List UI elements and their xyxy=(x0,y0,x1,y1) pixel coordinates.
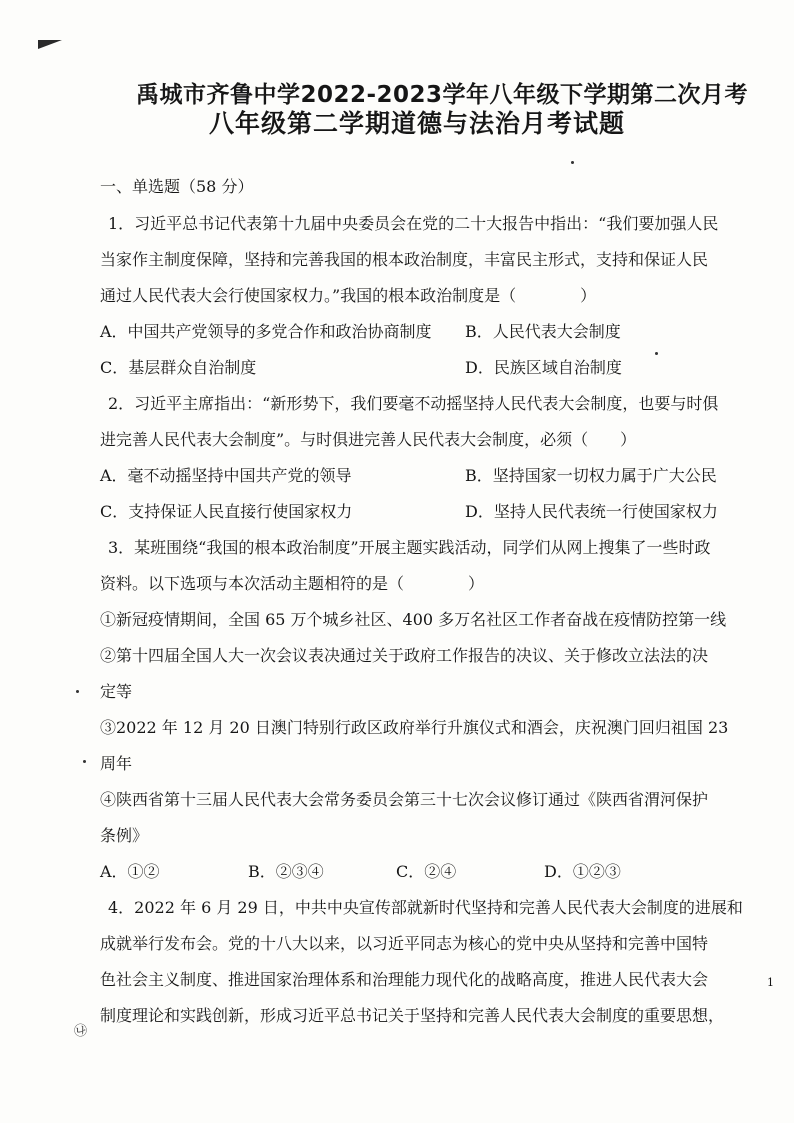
question-1-options-row-1 xyxy=(100,314,760,350)
question-1-options-row-2 xyxy=(100,350,760,386)
question-1-line-1: 1．习近平总书记代表第十九届中央委员会在党的二十大报告中指出：“我们要加强人民 xyxy=(108,214,719,233)
question-2-line-1: 2．习近平主席指出：“新形势下，我们要毫不动摇坚持人民代表大会制度，也要与时俱 xyxy=(108,394,719,413)
question-4-line-2: 成就举行发布会。党的十八大以来，以习近平同志为核心的党中央从坚持和完善中国特 xyxy=(100,934,709,953)
question-3-option-b: B．②③④ xyxy=(248,862,324,881)
question-1 xyxy=(100,206,760,386)
question-3-item-4: ④陕西省第十三届人民代表大会常务委员会第三十七次会议修订通过《陕西省渭河保护 xyxy=(100,790,709,809)
page-number: 1 xyxy=(767,976,774,989)
question-3-item-4-cont: 条例》 xyxy=(100,826,149,845)
question-3-item-3: ③2022 年 12 月 20 日澳门特别行政区政府举行升旗仪式和酒会，庆祝澳门回归祖国 23 xyxy=(100,718,729,737)
scan-speck xyxy=(655,352,658,355)
question-3-options-row xyxy=(100,854,760,890)
question-4-line-3: 色社会主义制度、推进国家治理体系和治理能力现代化的战略高度，推进人民代表大会 xyxy=(100,970,709,989)
question-3-item-2-cont: 定等 xyxy=(100,682,133,701)
question-3 xyxy=(100,530,760,890)
question-2-line-2: 进完善人民代表大会制度”。与时俱进完善人民代表大会制度，必须（ ） xyxy=(100,430,637,449)
question-2-options-row-2 xyxy=(100,494,760,530)
question-3-option-d: D．①②③ xyxy=(544,862,621,881)
question-1-option-b: B．人民代表大会制度 xyxy=(465,322,621,341)
question-3-item-2: ②第十四届全国人大一次会议表决通过关于政府工作报告的决议、关于修改立法法的决 xyxy=(100,646,709,665)
question-4-line-1: 4．2022 年 6 月 29 日，中共中央宣传部就新时代坚持和完善人民代表大会制度的进展和 xyxy=(108,898,743,917)
question-1-option-d: D．民族区域自治制度 xyxy=(465,358,622,377)
question-3-line-1: 3．某班围绕“我国的根本政治制度”开展主题实践活动，同学们从网上搜集了一些时政 xyxy=(108,538,711,557)
question-4 xyxy=(100,890,760,1034)
question-2-option-a: A．毫不动摇坚持中国共产党的领导 xyxy=(100,466,352,485)
exam-title-subject: 八年级第二学期道德与法治月考试题 xyxy=(208,109,625,138)
scan-speck xyxy=(571,161,574,164)
scan-speck xyxy=(83,760,86,763)
question-2 xyxy=(100,386,760,530)
question-3-line-2: 资料。以下选项与本次活动主题相符的是（ ） xyxy=(100,574,485,593)
question-2-option-d: D．坚持人民代表统一行使国家权力 xyxy=(465,502,718,521)
question-2-options-row-1 xyxy=(100,458,760,494)
question-1-option-c: C．基层群众自治制度 xyxy=(100,358,257,377)
exam-content xyxy=(100,172,760,1034)
question-3-item-3-cont: 周年 xyxy=(100,754,133,773)
scan-speck xyxy=(76,690,79,693)
question-2-option-b: B．坚持国家一切权力属于广大公民 xyxy=(465,466,717,485)
footer-scan-mark: ㉯ xyxy=(74,1024,88,1039)
question-3-option-a: A．①② xyxy=(100,862,160,881)
question-1-line-3: 通过人民代表大会行使国家权力。”我国的根本政治制度是（ ） xyxy=(100,286,597,305)
question-3-item-1: ①新冠疫情期间，全国 65 万个城乡社区、400 多万名社区工作者奋战在疫情防控第一线 xyxy=(100,610,727,629)
section-heading: 一、单选题（58 分） xyxy=(100,177,254,196)
question-3-option-c: C．②④ xyxy=(396,862,457,881)
question-4-line-4: 制度理论和实践创新，形成习近平总书记关于坚持和完善人民代表大会制度的重要思想， xyxy=(100,1006,725,1025)
question-1-line-2: 当家作主制度保障，坚持和完善我国的根本政治制度，丰富民主形式，支持和保证人民 xyxy=(100,250,709,269)
exam-title-school: 禹城市齐鲁中学2022-2023学年八年级下学期第二次月考 xyxy=(135,82,749,108)
question-2-option-c: C．支持保证人民直接行使国家权力 xyxy=(100,502,353,521)
corner-scan-mark xyxy=(38,40,62,49)
question-1-option-a: A．中国共产党领导的多党合作和政治协商制度 xyxy=(100,322,432,341)
